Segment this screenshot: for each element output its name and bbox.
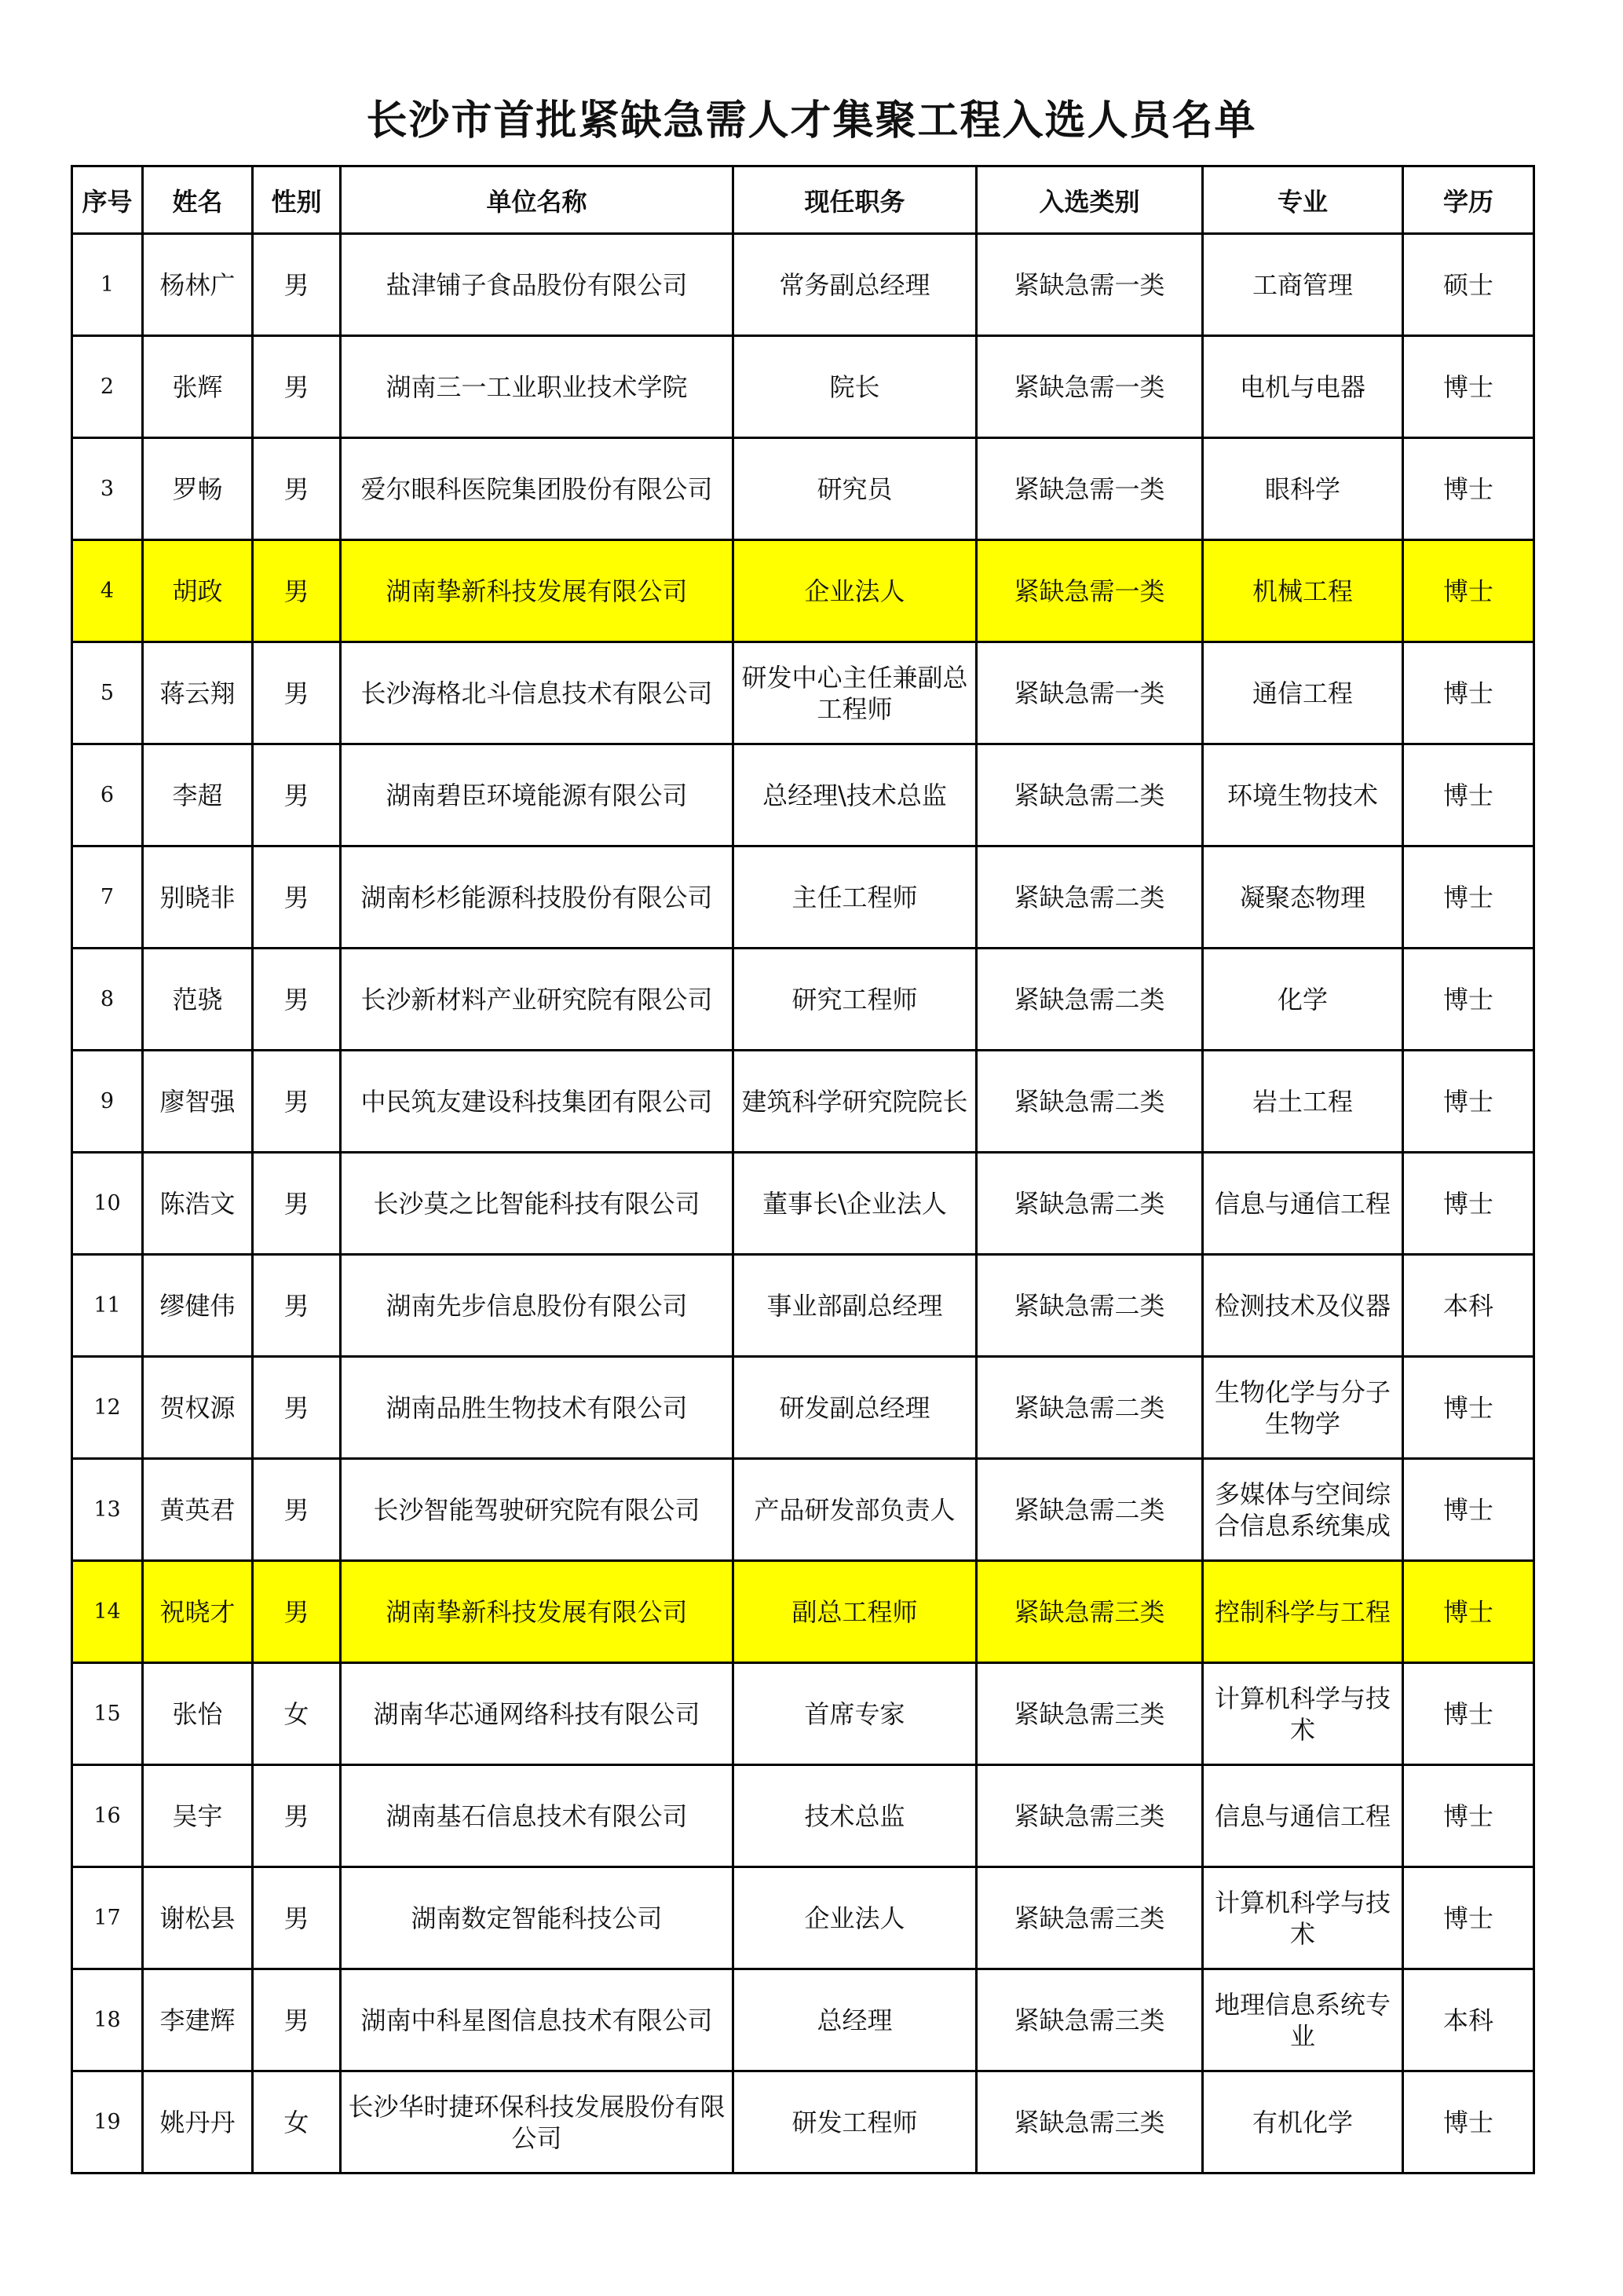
cell-org: 湖南三一工业职业技术学院 bbox=[341, 336, 733, 438]
table-row bbox=[72, 336, 1534, 438]
cell-name: 姚丹丹 bbox=[143, 2071, 253, 2174]
cell-position: 院长 bbox=[733, 336, 977, 438]
cell-no: 13 bbox=[72, 1459, 143, 1561]
cell-major: 计算机科学与技术 bbox=[1203, 1663, 1403, 1765]
cell-org: 长沙新材料产业研究院有限公司 bbox=[341, 949, 733, 1051]
cell-position: 副总工程师 bbox=[733, 1561, 977, 1663]
cell-org: 长沙海格北斗信息技术有限公司 bbox=[341, 642, 733, 744]
cell-major: 工商管理 bbox=[1203, 234, 1403, 336]
cell-category: 紧缺急需一类 bbox=[977, 438, 1203, 540]
cell-major: 多媒体与空间综合信息系统集成 bbox=[1203, 1459, 1403, 1561]
cell-org: 长沙莫之比智能科技有限公司 bbox=[341, 1153, 733, 1255]
cell-name: 贺权源 bbox=[143, 1357, 253, 1459]
cell-major: 信息与通信工程 bbox=[1203, 1153, 1403, 1255]
cell-org: 长沙华时捷环保科技发展股份有限公司 bbox=[341, 2071, 733, 2174]
cell-position: 研究员 bbox=[733, 438, 977, 540]
cell-position: 董事长\企业法人 bbox=[733, 1153, 977, 1255]
cell-major: 电机与电器 bbox=[1203, 336, 1403, 438]
cell-org: 爱尔眼科医院集团股份有限公司 bbox=[341, 438, 733, 540]
cell-no: 10 bbox=[72, 1153, 143, 1255]
cell-no: 1 bbox=[72, 234, 143, 336]
cell-gender: 男 bbox=[253, 1459, 341, 1561]
cell-category: 紧缺急需二类 bbox=[977, 846, 1203, 949]
cell-org: 湖南挚新科技发展有限公司 bbox=[341, 540, 733, 642]
cell-no: 4 bbox=[72, 540, 143, 642]
cell-gender: 男 bbox=[253, 846, 341, 949]
cell-position: 首席专家 bbox=[733, 1663, 977, 1765]
table-row bbox=[72, 1051, 1534, 1153]
cell-org: 湖南杉杉能源科技股份有限公司 bbox=[341, 846, 733, 949]
cell-position: 主任工程师 bbox=[733, 846, 977, 949]
column-header-gender: 性别 bbox=[253, 166, 341, 234]
table-body bbox=[72, 234, 1534, 2174]
cell-position: 研发副总经理 bbox=[733, 1357, 977, 1459]
cell-gender: 男 bbox=[253, 1255, 341, 1357]
cell-gender: 男 bbox=[253, 744, 341, 846]
cell-position: 常务副总经理 bbox=[733, 234, 977, 336]
cell-org: 湖南数定智能科技公司 bbox=[341, 1867, 733, 1969]
cell-org: 湖南品胜生物技术有限公司 bbox=[341, 1357, 733, 1459]
table-row bbox=[72, 234, 1534, 336]
table-row bbox=[72, 540, 1534, 642]
cell-gender: 男 bbox=[253, 234, 341, 336]
table-row bbox=[72, 846, 1534, 949]
cell-org: 湖南先步信息股份有限公司 bbox=[341, 1255, 733, 1357]
cell-gender: 男 bbox=[253, 336, 341, 438]
cell-gender: 女 bbox=[253, 1663, 341, 1765]
cell-degree: 博士 bbox=[1403, 846, 1534, 949]
cell-gender: 男 bbox=[253, 949, 341, 1051]
cell-degree: 博士 bbox=[1403, 642, 1534, 744]
cell-name: 祝晓才 bbox=[143, 1561, 253, 1663]
cell-category: 紧缺急需一类 bbox=[977, 540, 1203, 642]
cell-no: 6 bbox=[72, 744, 143, 846]
cell-gender: 男 bbox=[253, 1561, 341, 1663]
cell-category: 紧缺急需三类 bbox=[977, 1663, 1203, 1765]
column-header-category: 入选类别 bbox=[977, 166, 1203, 234]
cell-name: 李建辉 bbox=[143, 1969, 253, 2071]
cell-no: 18 bbox=[72, 1969, 143, 2071]
cell-category: 紧缺急需三类 bbox=[977, 1765, 1203, 1867]
cell-position: 总经理\技术总监 bbox=[733, 744, 977, 846]
cell-degree: 博士 bbox=[1403, 336, 1534, 438]
cell-major: 计算机科学与技术 bbox=[1203, 1867, 1403, 1969]
header-row bbox=[72, 166, 1534, 234]
cell-degree: 硕士 bbox=[1403, 234, 1534, 336]
cell-category: 紧缺急需二类 bbox=[977, 1357, 1203, 1459]
column-header-degree: 学历 bbox=[1403, 166, 1534, 234]
cell-category: 紧缺急需一类 bbox=[977, 336, 1203, 438]
cell-category: 紧缺急需二类 bbox=[977, 744, 1203, 846]
cell-name: 罗畅 bbox=[143, 438, 253, 540]
cell-name: 谢松县 bbox=[143, 1867, 253, 1969]
cell-gender: 男 bbox=[253, 1969, 341, 2071]
cell-gender: 男 bbox=[253, 1765, 341, 1867]
cell-no: 3 bbox=[72, 438, 143, 540]
cell-category: 紧缺急需三类 bbox=[977, 1969, 1203, 2071]
cell-degree: 博士 bbox=[1403, 1357, 1534, 1459]
cell-name: 廖智强 bbox=[143, 1051, 253, 1153]
cell-org: 湖南碧臣环境能源有限公司 bbox=[341, 744, 733, 846]
cell-org: 湖南华芯通网络科技有限公司 bbox=[341, 1663, 733, 1765]
table-row bbox=[72, 1867, 1534, 1969]
cell-position: 研发中心主任兼副总工程师 bbox=[733, 642, 977, 744]
cell-gender: 男 bbox=[253, 1357, 341, 1459]
cell-major: 通信工程 bbox=[1203, 642, 1403, 744]
cell-position: 产品研发部负责人 bbox=[733, 1459, 977, 1561]
cell-major: 凝聚态物理 bbox=[1203, 846, 1403, 949]
cell-name: 陈浩文 bbox=[143, 1153, 253, 1255]
cell-position: 建筑科学研究院院长 bbox=[733, 1051, 977, 1153]
table-row bbox=[72, 1765, 1534, 1867]
cell-name: 范骁 bbox=[143, 949, 253, 1051]
cell-category: 紧缺急需二类 bbox=[977, 949, 1203, 1051]
table-row bbox=[72, 438, 1534, 540]
cell-gender: 男 bbox=[253, 1051, 341, 1153]
cell-degree: 博士 bbox=[1403, 540, 1534, 642]
cell-gender: 男 bbox=[253, 642, 341, 744]
cell-name: 黄英君 bbox=[143, 1459, 253, 1561]
cell-degree: 博士 bbox=[1403, 438, 1534, 540]
cell-name: 蒋云翔 bbox=[143, 642, 253, 744]
cell-gender: 男 bbox=[253, 540, 341, 642]
cell-degree: 博士 bbox=[1403, 1051, 1534, 1153]
cell-name: 胡政 bbox=[143, 540, 253, 642]
page-title: 长沙市首批紧缺急需人才集聚工程入选人员名单 bbox=[366, 97, 1257, 144]
cell-position: 事业部副总经理 bbox=[733, 1255, 977, 1357]
cell-position: 研发工程师 bbox=[733, 2071, 977, 2174]
cell-no: 2 bbox=[72, 336, 143, 438]
cell-position: 企业法人 bbox=[733, 1867, 977, 1969]
cell-major: 信息与通信工程 bbox=[1203, 1765, 1403, 1867]
cell-no: 14 bbox=[72, 1561, 143, 1663]
cell-category: 紧缺急需三类 bbox=[977, 2071, 1203, 2174]
cell-major: 环境生物技术 bbox=[1203, 744, 1403, 846]
cell-name: 张辉 bbox=[143, 336, 253, 438]
table-row bbox=[72, 1561, 1534, 1663]
cell-org: 湖南挚新科技发展有限公司 bbox=[341, 1561, 733, 1663]
table-row bbox=[72, 1153, 1534, 1255]
cell-position: 技术总监 bbox=[733, 1765, 977, 1867]
cell-major: 检测技术及仪器 bbox=[1203, 1255, 1403, 1357]
cell-degree: 博士 bbox=[1403, 949, 1534, 1051]
cell-degree: 博士 bbox=[1403, 1153, 1534, 1255]
cell-no: 8 bbox=[72, 949, 143, 1051]
cell-org: 湖南基石信息技术有限公司 bbox=[341, 1765, 733, 1867]
cell-degree: 本科 bbox=[1403, 1255, 1534, 1357]
cell-org: 长沙智能驾驶研究院有限公司 bbox=[341, 1459, 733, 1561]
cell-major: 有机化学 bbox=[1203, 2071, 1403, 2174]
cell-position: 研究工程师 bbox=[733, 949, 977, 1051]
cell-category: 紧缺急需二类 bbox=[977, 1459, 1203, 1561]
cell-gender: 女 bbox=[253, 2071, 341, 2174]
cell-category: 紧缺急需二类 bbox=[977, 1051, 1203, 1153]
table-row bbox=[72, 642, 1534, 744]
cell-gender: 男 bbox=[253, 1867, 341, 1969]
cell-no: 11 bbox=[72, 1255, 143, 1357]
cell-category: 紧缺急需一类 bbox=[977, 642, 1203, 744]
cell-no: 16 bbox=[72, 1765, 143, 1867]
table-row bbox=[72, 1459, 1534, 1561]
cell-name: 缪健伟 bbox=[143, 1255, 253, 1357]
cell-org: 中民筑友建设科技集团有限公司 bbox=[341, 1051, 733, 1153]
cell-degree: 本科 bbox=[1403, 1969, 1534, 2071]
cell-org: 盐津铺子食品股份有限公司 bbox=[341, 234, 733, 336]
table-row bbox=[72, 744, 1534, 846]
cell-no: 7 bbox=[72, 846, 143, 949]
cell-category: 紧缺急需二类 bbox=[977, 1255, 1203, 1357]
column-header-position: 现任职务 bbox=[733, 166, 977, 234]
cell-position: 总经理 bbox=[733, 1969, 977, 2071]
cell-major: 生物化学与分子生物学 bbox=[1203, 1357, 1403, 1459]
cell-gender: 男 bbox=[253, 438, 341, 540]
cell-no: 12 bbox=[72, 1357, 143, 1459]
cell-major: 控制科学与工程 bbox=[1203, 1561, 1403, 1663]
column-header-no: 序号 bbox=[72, 166, 143, 234]
cell-degree: 博士 bbox=[1403, 1459, 1534, 1561]
cell-category: 紧缺急需二类 bbox=[977, 1153, 1203, 1255]
cell-name: 张怡 bbox=[143, 1663, 253, 1765]
cell-name: 杨林广 bbox=[143, 234, 253, 336]
cell-gender: 男 bbox=[253, 1153, 341, 1255]
table-row bbox=[72, 1663, 1534, 1765]
cell-major: 眼科学 bbox=[1203, 438, 1403, 540]
cell-category: 紧缺急需三类 bbox=[977, 1561, 1203, 1663]
cell-no: 19 bbox=[72, 2071, 143, 2174]
roster-table bbox=[71, 165, 1535, 2174]
cell-major: 机械工程 bbox=[1203, 540, 1403, 642]
cell-name: 李超 bbox=[143, 744, 253, 846]
table-row bbox=[72, 2071, 1534, 2174]
table-row bbox=[72, 949, 1534, 1051]
column-header-major: 专业 bbox=[1203, 166, 1403, 234]
cell-degree: 博士 bbox=[1403, 744, 1534, 846]
cell-degree: 博士 bbox=[1403, 1765, 1534, 1867]
cell-degree: 博士 bbox=[1403, 2071, 1534, 2174]
cell-degree: 博士 bbox=[1403, 1867, 1534, 1969]
cell-org: 湖南中科星图信息技术有限公司 bbox=[341, 1969, 733, 2071]
column-header-name: 姓名 bbox=[143, 166, 253, 234]
cell-no: 17 bbox=[72, 1867, 143, 1969]
table-row bbox=[72, 1255, 1534, 1357]
cell-category: 紧缺急需三类 bbox=[977, 1867, 1203, 1969]
table-row bbox=[72, 1969, 1534, 2071]
cell-major: 岩土工程 bbox=[1203, 1051, 1403, 1153]
cell-category: 紧缺急需一类 bbox=[977, 234, 1203, 336]
cell-major: 化学 bbox=[1203, 949, 1403, 1051]
cell-no: 9 bbox=[72, 1051, 143, 1153]
cell-major: 地理信息系统专业 bbox=[1203, 1969, 1403, 2071]
cell-name: 吴宇 bbox=[143, 1765, 253, 1867]
column-header-org: 单位名称 bbox=[341, 166, 733, 234]
table-row bbox=[72, 1357, 1534, 1459]
cell-name: 别晓非 bbox=[143, 846, 253, 949]
cell-degree: 博士 bbox=[1403, 1561, 1534, 1663]
cell-degree: 博士 bbox=[1403, 1663, 1534, 1765]
cell-no: 5 bbox=[72, 642, 143, 744]
cell-position: 企业法人 bbox=[733, 540, 977, 642]
cell-no: 15 bbox=[72, 1663, 143, 1765]
